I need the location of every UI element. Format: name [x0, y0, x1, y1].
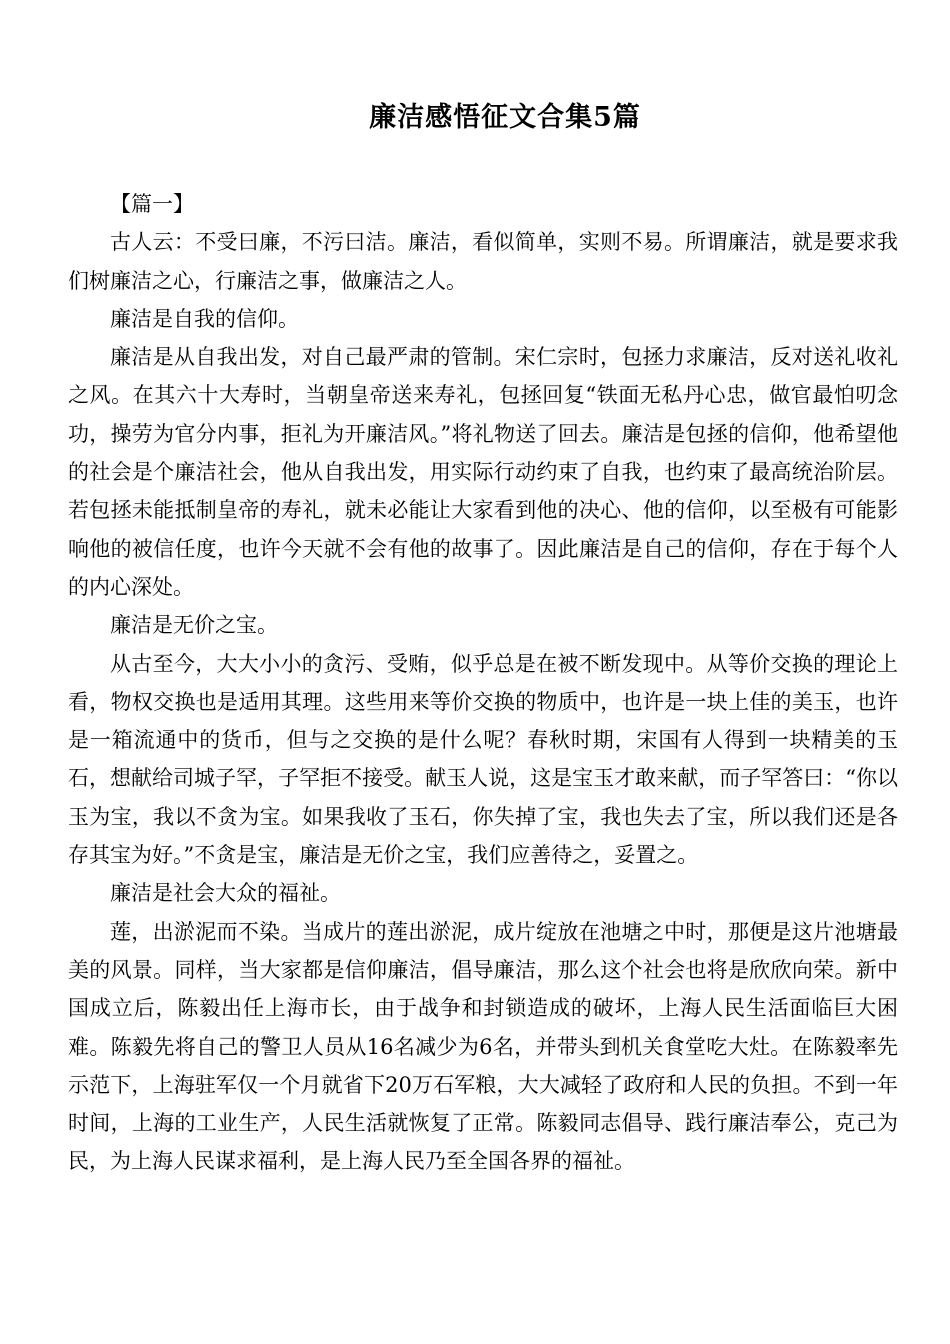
paragraph: 廉洁是从自我出发，对自己最严肃的管制。宋仁宗时，包拯力求廉洁，反对送礼收礼之风。在其六十大寿时，当朝皇帝送来寿礼，包拯回复“铁面无私丹心忠，做官最怕叨念功，操劳为官分内事，拒礼为开廉洁风。”将礼物送了回去。廉洁是包拯的信仰，他希望他的社会是个廉洁社会，他从自我出发，用实际行动约束了自我，也约束了最高统治阶层。若包拯未能抵制皇帝的寿礼，就未必能让大家看到他的决心、他的信仰，以至极有可能影响他的被信任度，也许今天就不会有他的故事了。因此廉洁是自己的信仰，存在于每个人的内心深处。	[68, 345, 898, 599]
section-heading: 【篇一】	[110, 192, 194, 216]
document-title: 廉洁感悟征文合集5篇	[369, 102, 641, 133]
paragraph: 廉洁是社会大众的福祉。	[110, 881, 341, 906]
document-body	[68, 185, 898, 1181]
paragraph: 莲，出淤泥而不染。当成片的莲出淤泥，成片绽放在池塘之中时，那便是这片池塘最美的风景。同样，当大家都是信仰廉洁，倡导廉洁，那么这个社会也将是欣欣向荣。新中国成立后，陈毅出任上海市长，由于战争和封锁造成的破坏，上海人民生活面临巨大困难。陈毅先将自己的警卫人员从16名减少为6名，并带头到机关食堂吃大灶。在陈毅率先示范下，上海驻军仅一个月就省下20万石军粮，大大减轻了政府和人民的负担。不到一年时间，上海的工业生产，人民生活就恢复了正常。陈毅同志倡导、践行廉洁奉公，克己为民，为上海人民谋求福利，是上海人民乃至全国各界的福祉。	[68, 919, 898, 1174]
paragraph: 廉洁是无价之宝。	[110, 613, 278, 638]
paragraph: 廉洁是自我的信仰。	[110, 306, 299, 331]
paragraph: 从古至今，大大小小的贪污、受贿，似乎总是在被不断发现中。从等价交换的理论上看，物权交换也是适用其理。这些用来等价交换的物质中，也许是一块上佳的美玉，也许是一箱流通中的货币，但与之交换的是什么呢？春秋时期，宋国有人得到一块精美的玉石，想献给司城子罕，子罕拒不接受。献玉人说，这是宝玉才敢来献，而子罕答曰：“你以玉为宝，我以不贪为宝。如果我收了玉石，你失掉了宝，我也失去了宝，所以我们还是各存其宝为好。”不贪是宝，廉洁是无价之宝，我们应善待之，妥置之。	[68, 651, 898, 868]
paragraph: 古人云：不受曰廉，不污曰洁。廉洁，看似简单，实则不易。所谓廉洁，就是要求我们树廉洁之心，行廉洁之事，做廉洁之人。	[68, 230, 898, 293]
